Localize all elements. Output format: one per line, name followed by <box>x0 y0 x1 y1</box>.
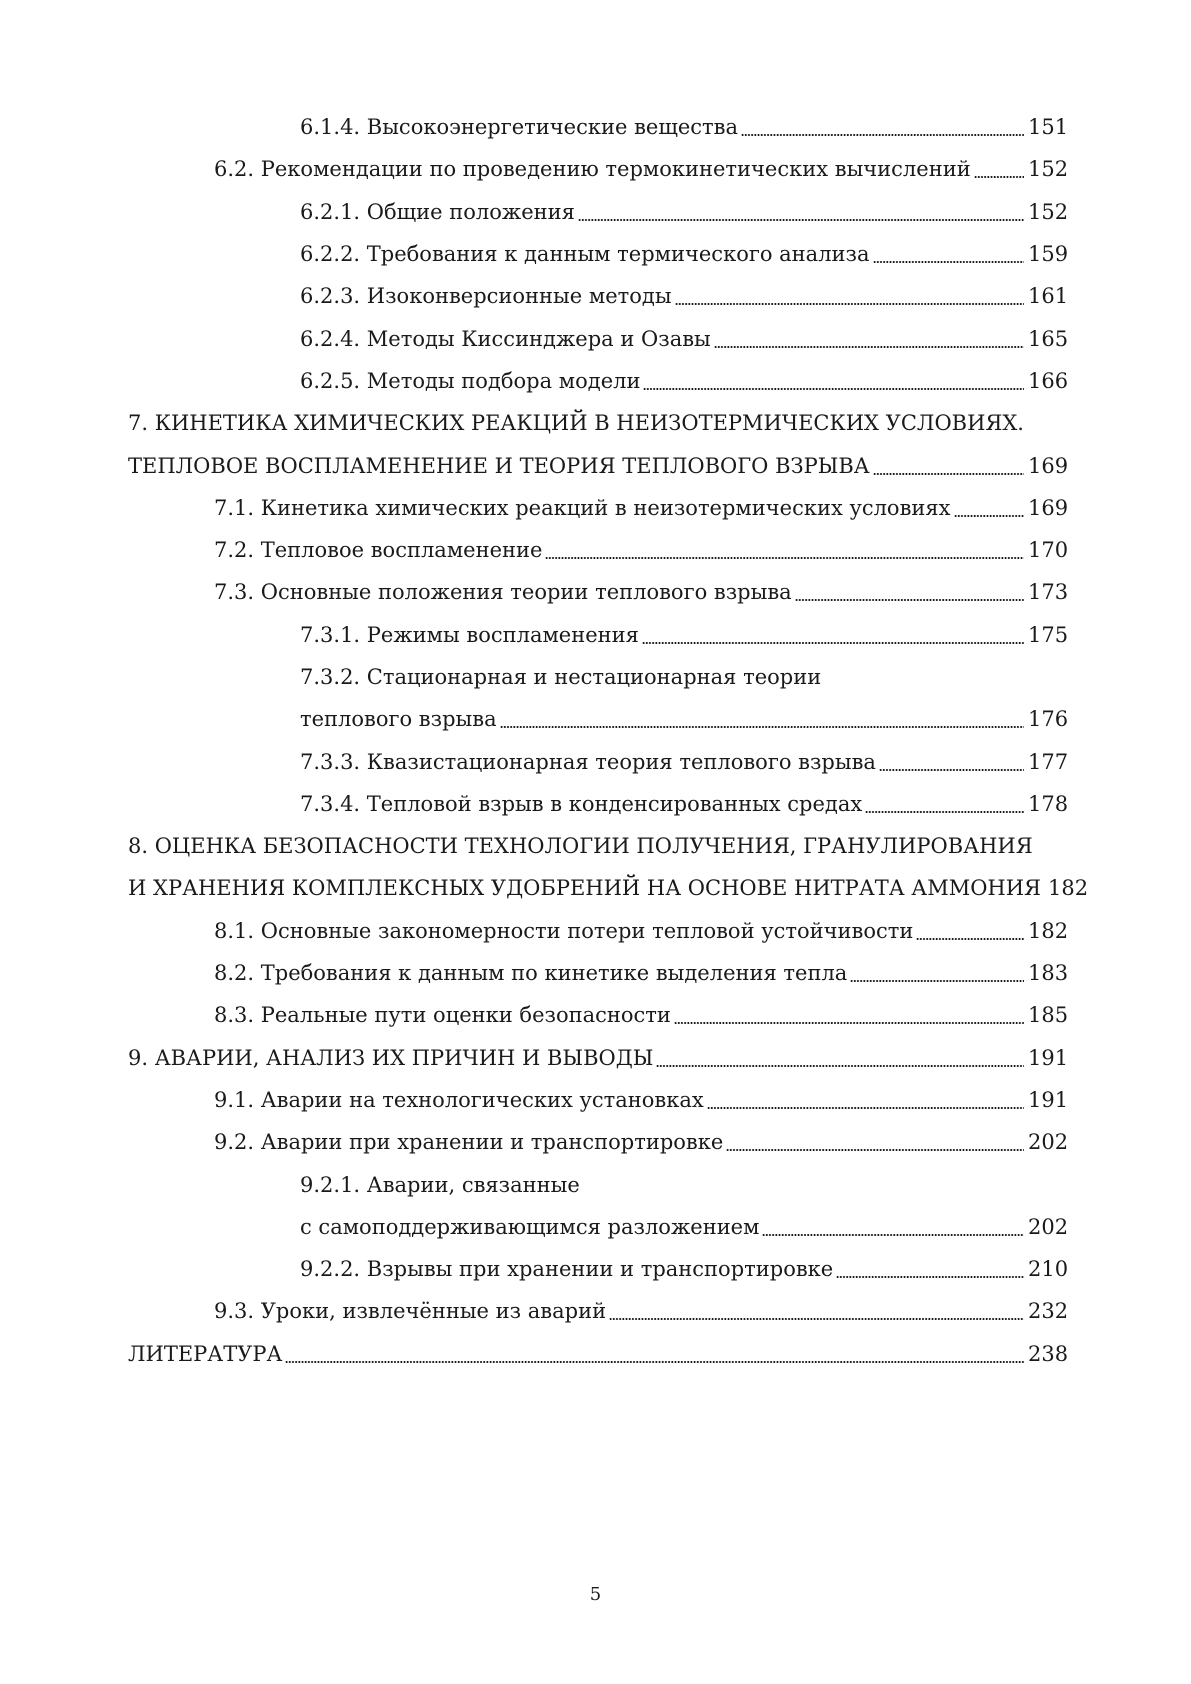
toc-entry-title: 9.3. Уроки, извлечённые из аварий <box>214 1299 607 1324</box>
toc-entry-page: 232 <box>1028 1299 1069 1324</box>
dot-leader <box>714 326 1024 352</box>
dot-leader <box>643 368 1024 394</box>
toc-entry <box>0 487 1191 529</box>
toc-entry-continued <box>0 656 1191 698</box>
dot-leader <box>578 199 1024 225</box>
toc-entry <box>0 1248 1191 1290</box>
toc-entry-title: 6.2.2. Требования к данным термического анализа <box>300 242 870 267</box>
toc-entry-title: 7. КИНЕТИКА ХИМИЧЕСКИХ РЕАКЦИЙ В НЕИЗОТЕРМИЧЕСКИХ УСЛОВИЯХ. <box>128 411 1024 436</box>
toc-entry-title: теплового взрыва <box>300 707 497 732</box>
dot-leader <box>974 156 1024 182</box>
toc-entry-title: 6.2. Рекомендации по проведению термокинетических вычислений <box>214 157 971 182</box>
toc-entry-title: ТЕПЛОВОЕ ВОСПЛАМЕНЕНИЕ И ТЕОРИЯ ТЕПЛОВОГО ВЗРЫВА <box>128 453 870 478</box>
toc-entry <box>0 233 1191 275</box>
toc-entry-page: 176 <box>1028 707 1069 732</box>
toc-entry-title: 9.2.1. Аварии, связанные <box>300 1172 580 1197</box>
dot-leader <box>850 960 1024 986</box>
dot-leader <box>916 918 1024 944</box>
toc-entry-page: 170 <box>1028 538 1069 563</box>
dot-leader <box>879 749 1024 775</box>
toc-entry <box>0 783 1191 825</box>
toc-entry-page: 202 <box>1028 1214 1069 1239</box>
dot-leader <box>726 1129 1024 1155</box>
toc-entry-page: 169 <box>1028 495 1069 520</box>
toc-entry-title: 8.1. Основные закономерности потери тепловой устойчивости <box>214 918 914 943</box>
toc-entry-page: 161 <box>1028 284 1069 309</box>
toc-entry-title: 8.2. Требования к данным по кинетике выделения тепла <box>214 961 848 986</box>
toc-entry-page: 182 <box>1028 918 1069 943</box>
toc-entry-page: 173 <box>1028 580 1069 605</box>
dot-leader <box>873 453 1024 479</box>
toc-entry-page: 191 <box>1028 1087 1069 1112</box>
toc-chapter-heading <box>0 402 1191 444</box>
dot-leader <box>609 1298 1024 1324</box>
dot-leader <box>865 791 1024 817</box>
toc-entry <box>0 191 1191 233</box>
dot-leader <box>285 1341 1024 1367</box>
toc-entry <box>0 698 1191 740</box>
toc-entry-title: 9.1. Аварии на технологических установках <box>214 1087 704 1112</box>
toc-entry-title: 8. ОЦЕНКА БЕЗОПАСНОСТИ ТЕХНОЛОГИИ ПОЛУЧЕНИЯ, ГРАНУЛИРОВАНИЯ <box>128 834 1033 859</box>
toc-entry-title: ЛИТЕРАТУРА <box>128 1341 283 1366</box>
toc-entry <box>0 148 1191 190</box>
toc-entry-title: 7.1. Кинетика химических реакций в неизотермических условиях <box>214 495 951 520</box>
toc-entry-title: 9.2. Аварии при хранении и транспортировке <box>214 1130 724 1155</box>
toc-entry <box>0 1290 1191 1332</box>
toc-entry <box>0 1121 1191 1163</box>
toc-entry-title: 6.1.4. Высокоэнергетические вещества <box>300 115 738 140</box>
toc-entry <box>0 1206 1191 1248</box>
toc-entry-continued <box>0 1163 1191 1205</box>
toc-entry <box>0 106 1191 148</box>
toc-entry <box>0 529 1191 571</box>
toc-entry-title: 7.3.4. Тепловой взрыв в конденсированных средах <box>300 791 863 816</box>
toc-entry-page: 169 <box>1028 453 1069 478</box>
toc-entry-page: 152 <box>1028 157 1069 182</box>
toc-entry-page: 185 <box>1028 1003 1069 1028</box>
toc-entry <box>0 317 1191 359</box>
toc-entry-title: 7.2. Тепловое воспламенение <box>214 538 543 563</box>
toc-entry-title: 6.2.3. Изоконверсионные методы <box>300 284 672 309</box>
toc-entry-title: 9.2.2. Взрывы при хранении и транспортировке <box>300 1257 834 1282</box>
toc-entry-page: 151 <box>1028 115 1069 140</box>
toc-entry <box>0 1079 1191 1121</box>
dot-leader <box>674 1002 1024 1028</box>
toc-chapter-heading <box>0 825 1191 867</box>
toc-entry-page: 238 <box>1028 1341 1069 1366</box>
dot-leader <box>795 579 1024 605</box>
toc-entry <box>0 867 1191 909</box>
toc-entry-page: 152 <box>1028 199 1069 224</box>
toc-entry <box>0 952 1191 994</box>
toc-entry-title: 7.3.1. Режимы воспламенения <box>300 622 639 647</box>
toc-entry <box>0 910 1191 952</box>
toc-entry <box>0 275 1191 317</box>
toc-entry <box>0 1037 1191 1079</box>
toc-entry-page: 165 <box>1028 326 1069 351</box>
table-of-contents <box>0 106 1191 1375</box>
toc-entry-title: 7.3.2. Стационарная и нестационарная теории <box>300 665 822 689</box>
toc-entry-title: 6.2.4. Методы Киссинджера и Озавы <box>300 326 711 351</box>
toc-entry-title: 6.2.1. Общие положения <box>300 199 575 224</box>
toc-entry-title: с самоподдерживающимся разложением <box>300 1214 760 1239</box>
toc-entry <box>0 444 1191 486</box>
toc-entry-title: 7.3.3. Квазистационарная теория теплового взрыва <box>300 749 876 774</box>
toc-entry-title: 6.2.5. Методы подбора модели <box>300 368 641 393</box>
toc-entry <box>0 614 1191 656</box>
dot-leader <box>545 537 1024 563</box>
toc-entry <box>0 571 1191 613</box>
toc-entry-title: 9. АВАРИИ, АНАЛИЗ ИХ ПРИЧИН И ВЫВОДЫ <box>128 1045 654 1070</box>
dot-leader <box>656 1045 1024 1071</box>
dot-leader <box>642 622 1024 648</box>
toc-entry-page: 210 <box>1028 1257 1069 1282</box>
toc-entry <box>0 360 1191 402</box>
toc-entry-page: 191 <box>1028 1045 1069 1070</box>
dot-leader <box>873 241 1024 267</box>
toc-entry-title: И ХРАНЕНИЯ КОМПЛЕКСНЫХ УДОБРЕНИЙ НА ОСНОВЕ НИТРАТА АММОНИЯ <box>128 876 1042 901</box>
toc-entry-page: 177 <box>1028 749 1069 774</box>
toc-entry <box>0 1333 1191 1375</box>
toc-entry-page: 202 <box>1028 1130 1069 1155</box>
toc-entry-title: 7.3. Основные положения теории теплового взрыва <box>214 580 792 605</box>
toc-entry <box>0 994 1191 1036</box>
dot-leader <box>500 706 1024 732</box>
toc-entry-page: 175 <box>1028 622 1069 647</box>
dot-leader <box>954 495 1025 521</box>
page-number: 5 <box>589 1584 602 1605</box>
toc-entry-page: 178 <box>1028 791 1069 816</box>
dot-leader <box>762 1214 1024 1240</box>
toc-entry-page: 166 <box>1028 368 1069 393</box>
toc-entry <box>0 740 1191 782</box>
dot-leader <box>707 1087 1024 1113</box>
dot-leader <box>675 283 1024 309</box>
toc-entry-title: 8.3. Реальные пути оценки безопасности <box>214 1003 671 1028</box>
toc-entry-page: 182 <box>1048 876 1089 901</box>
dot-leader <box>741 114 1024 140</box>
toc-entry-page: 183 <box>1028 961 1069 986</box>
dot-leader <box>836 1256 1024 1282</box>
toc-entry-page: 159 <box>1028 242 1069 267</box>
